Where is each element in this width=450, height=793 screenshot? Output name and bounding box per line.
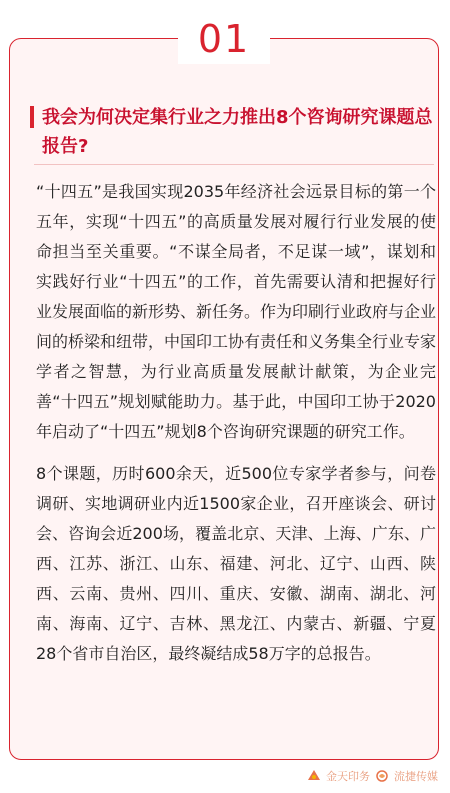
brand-name-2: 流捷传媒	[394, 770, 438, 783]
brand-logo-icon-2	[376, 770, 388, 782]
footer-watermark	[308, 768, 438, 784]
article-body	[36, 177, 436, 681]
title-divider	[34, 164, 434, 165]
content-card	[9, 38, 439, 760]
section-number-box	[178, 14, 270, 64]
brand-name-1: 金天印务	[326, 770, 370, 783]
section-number: 01	[197, 17, 251, 61]
paragraph-2: 8个课题，历时600余天，近500位专家学者参与，问卷调研、实地调研业内近1500家企业，召开座谈会、研讨会、咨询会近200场，覆盖北京、天津、上海、广东、广西、江苏、浙江、山东、福建、河北、辽宁、山西、陕西、云南、贵州、四川、重庆、安徽、湖南、湖北、河南、海南、辽宁、吉林、黑龙江、内蒙古、新疆、宁夏28个省市自治区，最终凝结成58万字的总报告。	[36, 464, 436, 663]
title-accent-bar	[30, 106, 34, 128]
paragraph-1: “十四五”是我国实现2035年经济社会远景目标的第一个五年，实现“十四五”的高质量发展对履行行业发展的使命担当至关重要。“不谋全局者，不足谋一域”，谋划和实践好行业“十四五”的工作，首先需要认清和把握好行业发展面临的新形势、新任务。作为印刷行业政府与企业间的桥梁和纽带，中国印工协有责任和义务集全行业专家学者之智慧，为行业高质量发展献计献策，为企业完善“十四五”规划赋能助力。基于此，中国印工协于2020年启动了“十四五”规划8个咨询研究课题的研究工作。	[36, 182, 437, 441]
section-title: 我会为何决定集行业之力推出8个咨询研究课题总报告?	[42, 107, 433, 157]
brand-logo-icon	[308, 770, 320, 782]
section-title-row	[30, 103, 440, 161]
